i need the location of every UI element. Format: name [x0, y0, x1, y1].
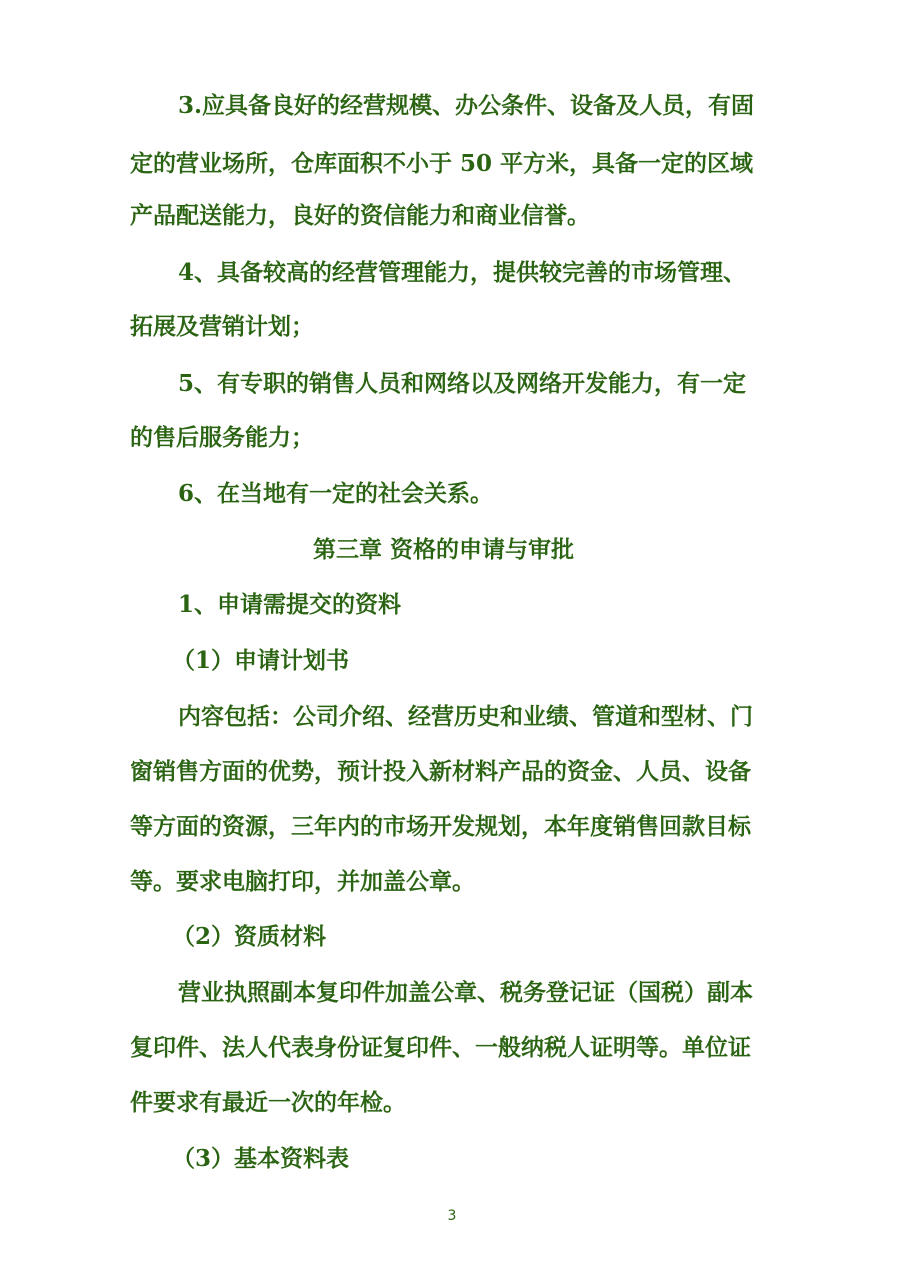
text-line: 产品配送能力，良好的资信能力和商业信誉。	[130, 202, 590, 229]
text-line: 窗销售方面的优势，预计投入新材料产品的资金、人员、设备	[130, 758, 751, 785]
text-line: 等。要求电脑打印，并加盖公章。	[130, 868, 475, 895]
text-line: 4、具备较高的经营管理能力，提供较完善的市场管理、	[178, 259, 747, 286]
text-line: （1）申请计划书	[172, 647, 350, 674]
text-line: 的售后服务能力；	[130, 424, 314, 451]
text-line: 拓展及营销计划；	[130, 313, 314, 340]
text-line: 3.应具备良好的经营规模、办公条件、设备及人员，有固	[178, 92, 755, 119]
text-line: 内容包括：公司介绍、经营历史和业绩、管道和型材、门	[178, 703, 753, 730]
text-line: 等方面的资源，三年内的市场开发规划，本年度销售回款目标	[130, 813, 751, 840]
chapter-heading: 第三章 资格的申请与审批	[313, 536, 575, 563]
page-number: 3	[447, 1208, 457, 1224]
text-line: 复印件、法人代表身份证复印件、一般纳税人证明等。单位证	[130, 1034, 751, 1061]
text-line: 1、申请需提交的资料	[178, 591, 402, 618]
text-line: 件要求有最近一次的年检。	[130, 1089, 406, 1116]
text-line: 营业执照副本复印件加盖公章、税务登记证（国税）副本	[178, 979, 753, 1006]
text-line: （2）资质材料	[172, 923, 327, 950]
text-line: 定的营业场所，仓库面积不小于 50 平方米，具备一定的区域	[130, 150, 754, 177]
text-line: （3）基本资料表	[172, 1145, 350, 1172]
text-line: 6、在当地有一定的社会关系。	[178, 480, 494, 507]
text-line: 5、有专职的销售人员和网络以及网络开发能力，有一定	[178, 370, 747, 397]
